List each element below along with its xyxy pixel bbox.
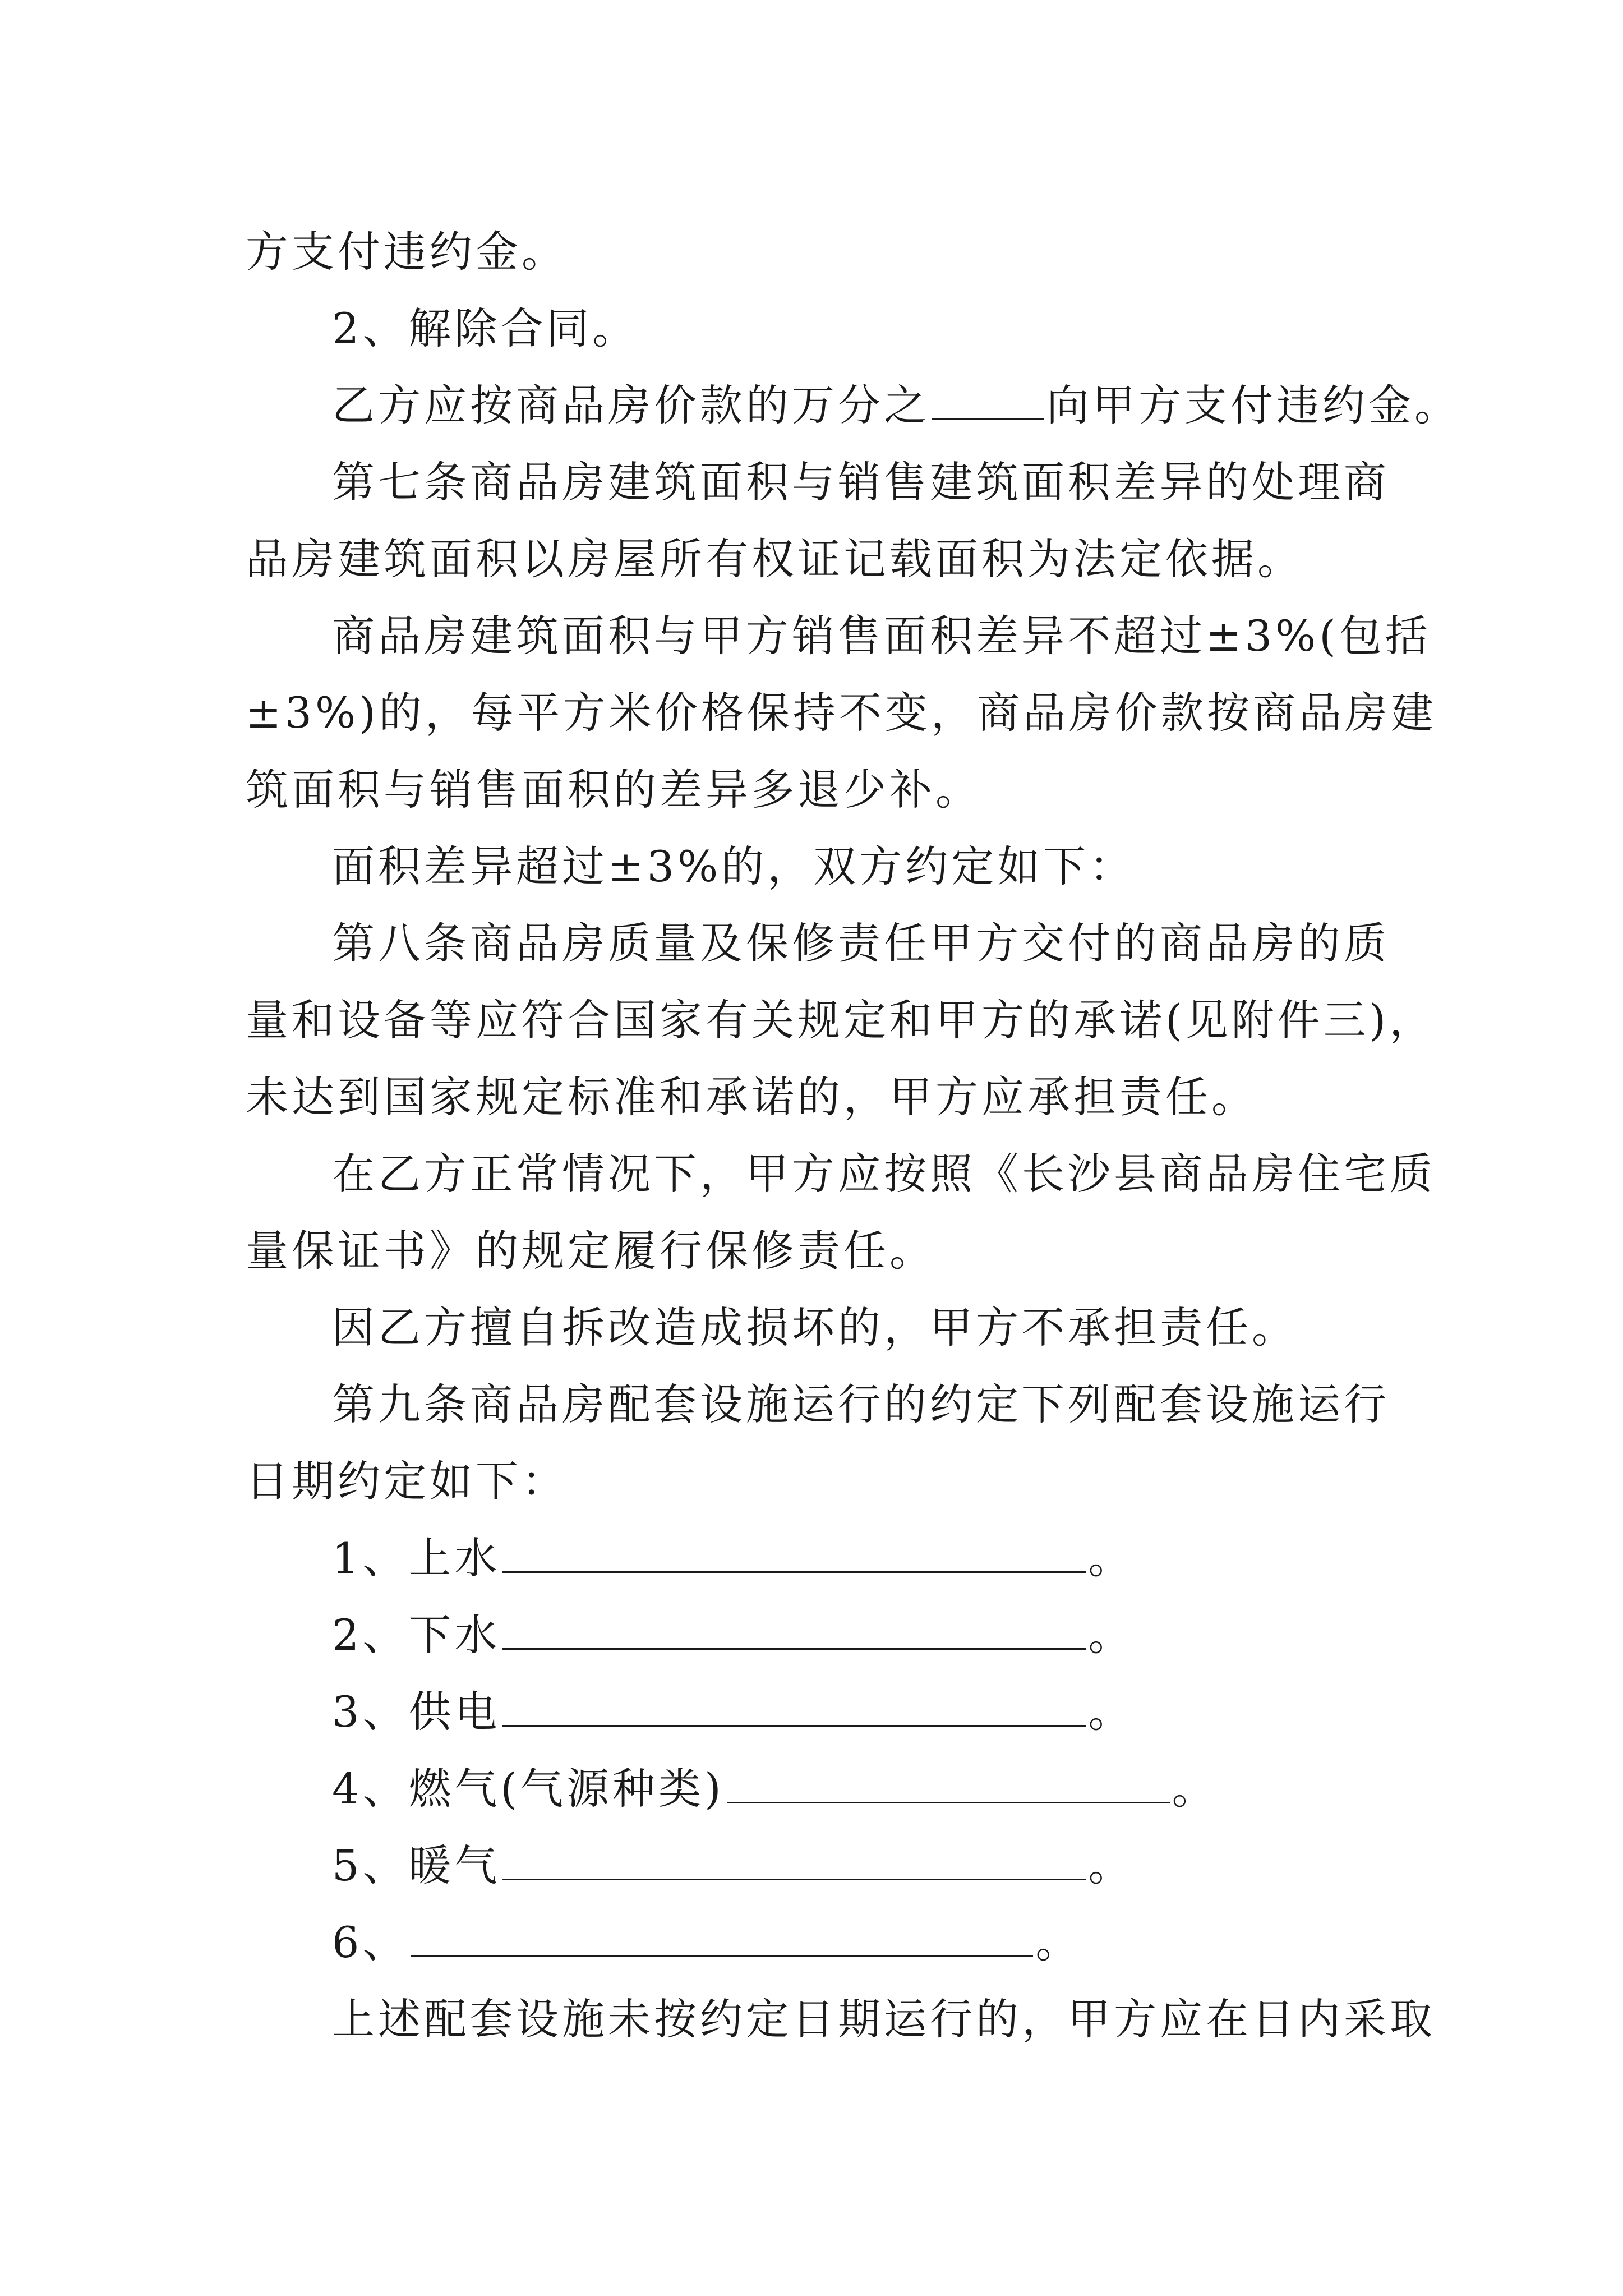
text-line: 商品房建筑面积与甲方销售面积差异不超过±3%(包括 bbox=[332, 611, 1431, 661]
list-item-label: 4、燃气(气源种类) bbox=[332, 1764, 725, 1814]
text-line: ±3%)的，每平方米价格保持不变，商品房价款按商品房建 bbox=[246, 688, 1437, 738]
text-line bbox=[246, 367, 1460, 444]
fill-in-blank bbox=[411, 1922, 1033, 1957]
fill-in-blank bbox=[502, 1845, 1086, 1880]
fill-in-blank bbox=[502, 1614, 1086, 1650]
list-item-label: 2、下水 bbox=[332, 1610, 501, 1660]
list-item-period: 。 bbox=[1088, 1610, 1135, 1660]
list-item bbox=[246, 1904, 1401, 1981]
article-8-heading: 第八条商品房质量及保修责任甲方交付的商品房的质 bbox=[332, 918, 1390, 968]
text-line: 上述配套设施未按约定日期运行的，甲方应在日内采取 bbox=[332, 1994, 1436, 2044]
fill-in-blank bbox=[502, 1538, 1086, 1573]
contract-body bbox=[246, 213, 1460, 2058]
article-7-heading: 第七条商品房建筑面积与销售建筑面积差异的处理商 bbox=[332, 457, 1390, 507]
list-item-period: 。 bbox=[1172, 1764, 1218, 1814]
fill-in-blank bbox=[932, 385, 1044, 420]
text-line: 量和设备等应符合国家有关规定和甲方的承诺(见附件三)， bbox=[246, 995, 1436, 1045]
text-segment: 向甲方支付违约金。 bbox=[1046, 380, 1460, 430]
text-segment: 乙方应按商品房价款的万分之 bbox=[332, 380, 930, 430]
text-line: 在乙方正常情况下，甲方应按照《长沙县商品房住宅质 bbox=[332, 1149, 1436, 1199]
text-line: 2、解除合同。 bbox=[332, 303, 639, 353]
text-line: 量保证书》的规定履行保修责任。 bbox=[246, 1226, 935, 1276]
text-line: 面积差异超过±3%的，双方约定如下： bbox=[332, 841, 1136, 891]
text-line: 筑面积与销售面积的差异多退少补。 bbox=[246, 765, 981, 815]
list-item-label: 1、上水 bbox=[332, 1533, 501, 1583]
list-item bbox=[246, 1596, 1401, 1673]
list-item bbox=[246, 1673, 1401, 1750]
list-item-period: 。 bbox=[1088, 1533, 1135, 1583]
list-item-label: 6、 bbox=[332, 1917, 409, 1967]
list-item-period: 。 bbox=[1035, 1917, 1082, 1967]
text-line: 日期约定如下： bbox=[246, 1456, 568, 1506]
list-item-period: 。 bbox=[1088, 1841, 1135, 1890]
fill-in-blank bbox=[727, 1768, 1170, 1803]
text-line: 因乙方擅自拆改造成损坏的，甲方不承担责任。 bbox=[332, 1303, 1298, 1352]
list-item bbox=[246, 1520, 1401, 1596]
list-item bbox=[246, 1827, 1401, 1904]
list-item bbox=[246, 1750, 1401, 1827]
text-line: 未达到国家规定标准和承诺的，甲方应承担责任。 bbox=[246, 1072, 1257, 1122]
list-item-period: 。 bbox=[1088, 1687, 1135, 1737]
list-item-label: 3、供电 bbox=[332, 1687, 501, 1737]
text-line: 方支付违约金。 bbox=[246, 227, 568, 277]
fill-in-blank bbox=[502, 1691, 1086, 1727]
list-item-label: 5、暖气 bbox=[332, 1841, 501, 1890]
text-line: 品房建筑面积以房屋所有权证记载面积为法定依据。 bbox=[246, 534, 1303, 584]
article-9-heading: 第九条商品房配套设施运行的约定下列配套设施运行 bbox=[332, 1379, 1390, 1429]
